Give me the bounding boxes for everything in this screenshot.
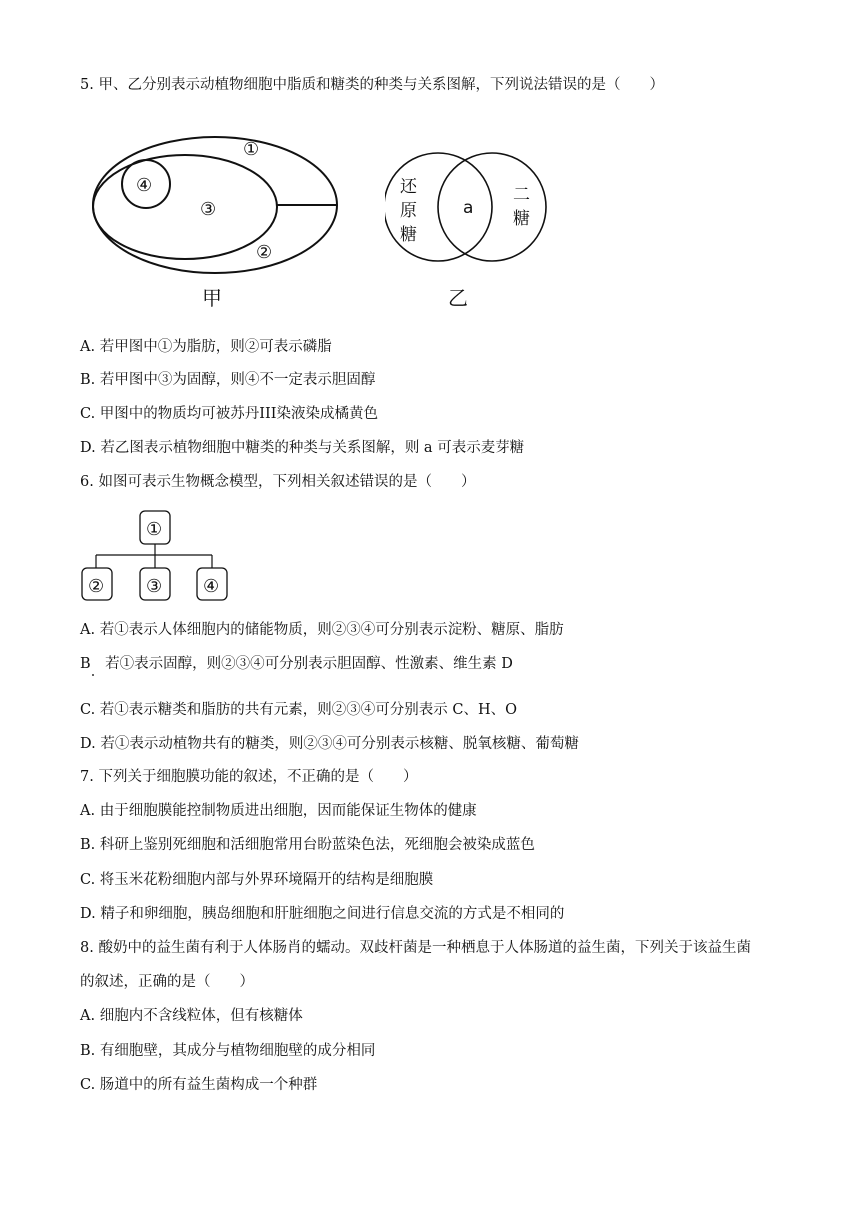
q7-option-d: D. 精子和卵细胞，胰岛细胞和肝脏细胞之间进行信息交流的方式是不相同的 <box>80 906 565 922</box>
q5-option-a: A. 若甲图中①为脂肪，则②可表示磷脂 <box>80 339 332 355</box>
q6-option-b: B 若①表示固醇，则②③④可分别表示胆固醇、性激素、维生素 D <box>80 656 513 672</box>
yi-left-char-3: 糖 <box>400 225 417 245</box>
tree-child-label-2: ③ <box>146 576 163 597</box>
yi-caption: 乙 <box>448 286 468 310</box>
q7-stem: 7. 下列关于细胞膜功能的叙述，不正确的是（ ） <box>80 769 418 785</box>
stray-dot <box>92 674 94 676</box>
figure-jia <box>85 125 345 315</box>
jia-label-1: ① <box>243 139 260 160</box>
q5-option-d: D. 若乙图表示植物细胞中糖类的种类与关系图解，则 a 可表示麦芽糖 <box>80 440 525 456</box>
q8-stem-line-1: 8. 酸奶中的益生菌有利于人体肠肖的蠕动。双歧杆菌是一种栖息于人体肠道的益生菌，下列关于该益生菌 <box>80 940 751 956</box>
q5-option-c: C. 甲图中的物质均可被苏丹III染液染成橘黄色 <box>80 406 378 422</box>
yi-left-char-2: 原 <box>400 201 417 221</box>
tree-child-label-1: ② <box>88 576 105 597</box>
q5-stem: 5. 甲、乙分别表示动植物细胞中脂质和糖类的种类与关系图解，下列说法错误的是（ ） <box>80 77 664 93</box>
tree-child-label-3: ④ <box>203 576 220 597</box>
q6-option-d: D. 若①表示动植物共有的糖类，则②③④可分别表示核糖、脱氧核糖、葡萄糖 <box>80 736 579 752</box>
jia-label-3: ③ <box>200 199 217 220</box>
yi-right-char-1: 二 <box>513 185 530 205</box>
q8-option-b: B. 有细胞壁，其成分与植物细胞壁的成分相同 <box>80 1043 376 1059</box>
jia-label-2: ② <box>256 242 273 263</box>
q7-option-b: B. 科研上鉴别死细胞和活细胞常用台盼蓝染色法，死细胞会被染成蓝色 <box>80 837 535 853</box>
q8-stem-line-2: 的叙述，正确的是（ ） <box>80 974 254 990</box>
q6-option-c: C. 若①表示糖类和脂肪的共有元素，则②③④可分别表示 C、H、O <box>80 702 518 718</box>
yi-left-char-1: 还 <box>400 177 417 197</box>
figure-concept-tree <box>78 508 238 604</box>
jia-caption: 甲 <box>202 286 222 310</box>
yi-right-char-2: 糖 <box>513 209 530 229</box>
q6-stem: 6. 如图可表示生物概念模型，下列相关叙述错误的是（ ） <box>80 474 476 490</box>
q8-option-c: C. 肠道中的所有益生菌构成一个种群 <box>80 1077 318 1093</box>
yi-center-label: a <box>463 198 474 218</box>
q7-option-a: A. 由于细胞膜能控制物质进出细胞，因而能保证生物体的健康 <box>80 803 477 819</box>
q7-option-c: C. 将玉米花粉细胞内部与外界环境隔开的结构是细胞膜 <box>80 872 434 888</box>
tree-top-label: ① <box>146 519 163 540</box>
jia-label-4: ④ <box>136 175 153 196</box>
jia-inner-ellipse <box>93 155 277 259</box>
q8-option-a: A. 细胞内不含线粒体，但有核糖体 <box>80 1008 303 1024</box>
figure-yi <box>385 150 555 315</box>
q6-option-a: A. 若①表示人体细胞内的储能物质，则②③④可分别表示淀粉、糖原、脂肪 <box>80 622 564 638</box>
q5-option-b: B. 若甲图中③为固醇，则④不一定表示胆固醇 <box>80 372 376 388</box>
